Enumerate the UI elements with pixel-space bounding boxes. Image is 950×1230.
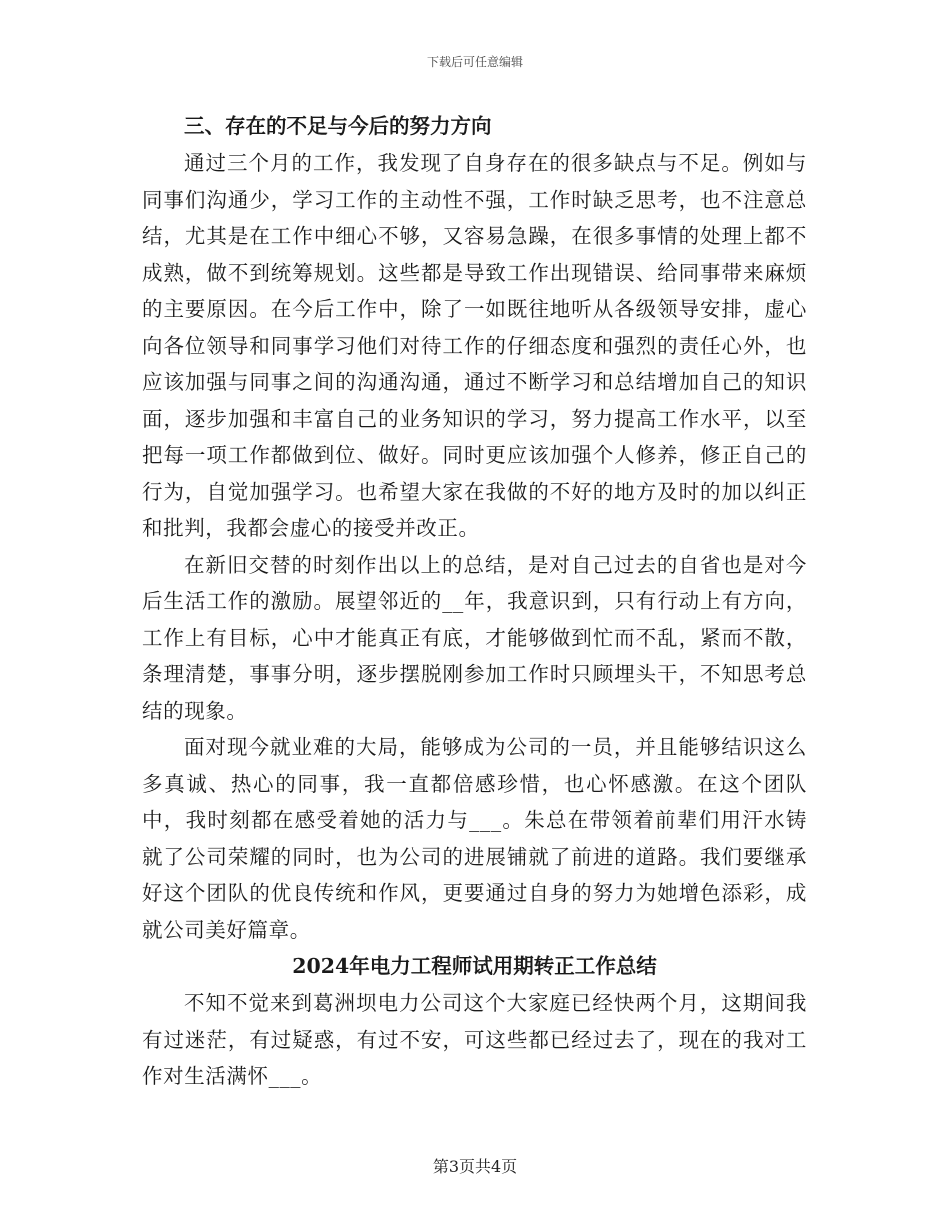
- page-number: 第3页共4页: [432, 1157, 518, 1176]
- page-header-note: 下载后可任意编辑: [426, 55, 523, 69]
- document-body: [142, 108, 807, 1095]
- paragraph-reflection: 在新旧交替的时刻作出以上的总结，是对自己过去的自省也是对今后生活工作的激励。展望邻近的__年，我意识到，只有行动上有方向，工作上有目标，心中才能真正有底，才能够做到忙而不乱，紧而不散，条理清楚，事事分明，逐步摆脱刚参加工作时只顾埋头干，不知思考总结的现象。: [142, 552, 807, 723]
- section-heading: 三、存在的不足与今后的努力方向: [184, 114, 492, 138]
- paragraph-gratitude: 面对现今就业难的大局，能够成为公司的一员，并且能够结识这么多真诚、热心的同事，我一直都倍感珍惜，也心怀感激。在这个团队中，我时刻都在感受着她的活力与___。朱总在带领着前辈们用汗水铸就了公司荣耀的同时，也为公司的进展铺就了前进的道路。我们要继承好这个团队的优良传统和作风，更要通过自身的努力为她增色添彩，成就公司美好篇章。: [142, 735, 807, 942]
- paragraph-shortcomings: 通过三个月的工作，我发现了自身存在的很多缺点与不足。例如与同事们沟通少，学习工作的主动性不强，工作时缺乏思考，也不注意总结，尤其是在工作中细心不够，又容易急躁，在很多事情的处理上都不成熟，做不到统筹规划。这些都是导致工作出现错误、给同事带来麻烦的主要原因。在今后工作中，除了一如既往地听从各级领导安排，虚心向各位领导和同事学习他们对待工作的仔细态度和强烈的责任心外，也应该加强与同事之间的沟通沟通，通过不断学习和总结增加自己的知识面，逐步加强和丰富自己的业务知识的学习，努力提高工作水平，以至把每一项工作都做到位、做好。同时更应该加强个人修养，修正自己的行为，自觉加强学习。也希望大家在我做的不好的地方及时的加以纠正和批判，我都会虚心的接受并改正。: [142, 151, 807, 540]
- document-title: 2024年电力工程师试用期转正工作总结: [292, 954, 657, 978]
- paragraph-intro: 不知不觉来到葛洲坝电力公司这个大家庭已经快两个月，这期间我有过迷茫，有过疑惑，有过不安，可这些都已经过去了，现在的我对工作对生活满怀___。: [142, 991, 807, 1088]
